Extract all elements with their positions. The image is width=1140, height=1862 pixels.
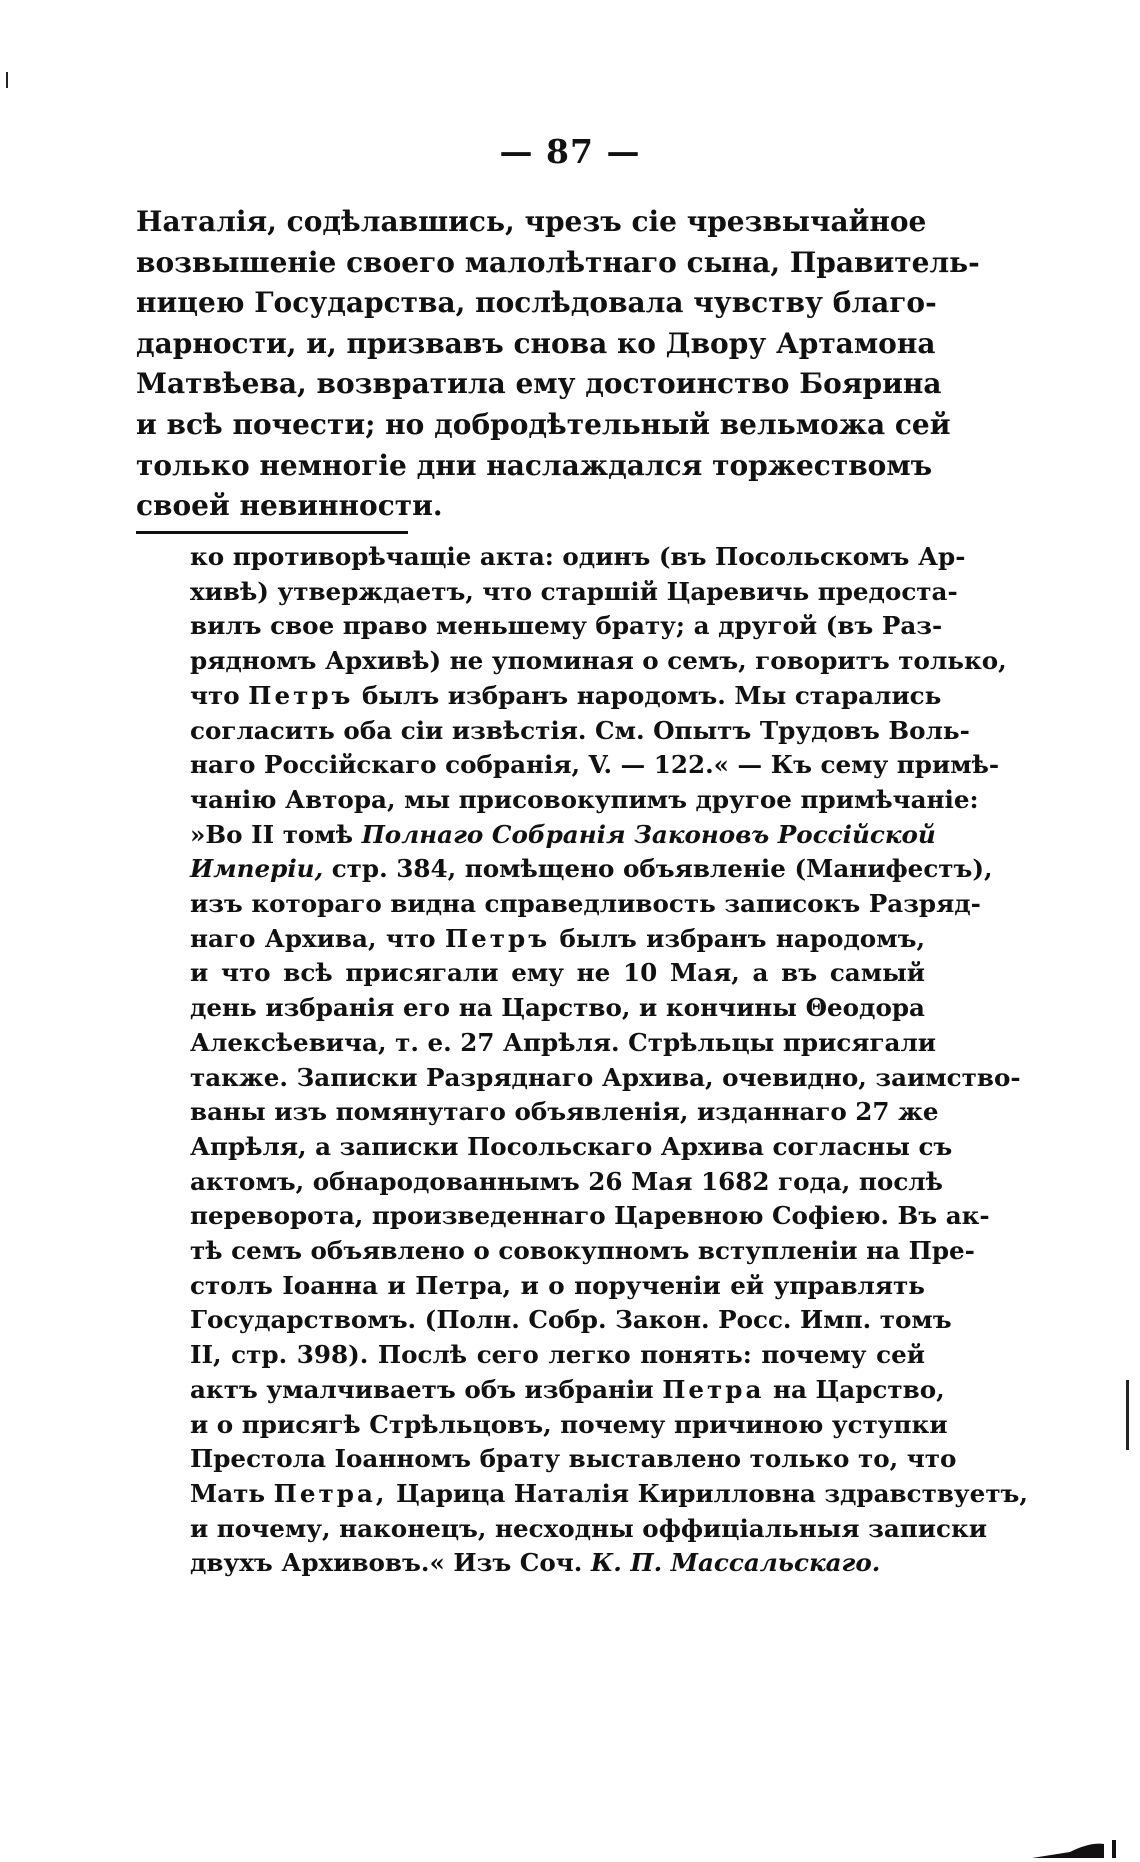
- footnote-text: Мать: [190, 1478, 266, 1508]
- footnote-line: согласить оба сіи извѣстія. См. Опытъ Трудовъ Воль-: [190, 715, 970, 745]
- title-collection-of-laws-cont: Имперіи,: [190, 854, 324, 884]
- body-line: Наталія, содѣлавшись, чрезъ сіе чрезвычайное: [136, 205, 927, 238]
- footnote-text: »Во II томѣ: [190, 819, 353, 849]
- footnote-line: Государствомъ. (Полн. Собр. Закон. Росс. Имп. томъ: [190, 1305, 952, 1335]
- footnote-line: [190, 852, 993, 887]
- name-petra: Петра,: [273, 1478, 388, 1508]
- body-line: дарности, и, призвавъ снова ко Двору Артамона: [136, 326, 936, 360]
- footnote-divider: [136, 531, 408, 534]
- footnote-line: также. Записки Разряднаго Архива, очевидно, заимство-: [190, 1062, 1021, 1092]
- footnote-line: [190, 1373, 945, 1408]
- body-line: возвышеніе своего малолѣтнаго сына, Правитель-: [136, 245, 980, 279]
- footnote-line: рядномъ Архивѣ) не упоминая о семъ, говоритъ только,: [190, 646, 1007, 676]
- footnote-line: вилъ свое право меньшему брату; а другой (въ Раз-: [190, 611, 943, 641]
- footnote-line: и о присягѣ Стрѣльцовъ, почему причиною уступки: [190, 1409, 948, 1439]
- body-line: ницею Государства, послѣдовала чувству благо-: [136, 286, 937, 320]
- scan-mark: [6, 72, 8, 88]
- title-collection-of-laws: Полнаго Собранія Законовъ Россійской: [361, 819, 936, 849]
- author-name: К. П. Массальскаго.: [590, 1548, 881, 1578]
- footnote-text: на Царство,: [773, 1374, 945, 1404]
- footnote-line: тѣ семъ объявлено о совокупномъ вступленіи на Пре-: [190, 1236, 975, 1266]
- footnote-line: Престола Іоанномъ брату выставлено только то, что: [190, 1444, 957, 1474]
- footnote-line: и почему, наконецъ, несходны оффиціальныя записки: [190, 1513, 988, 1543]
- footnote-line: Апрѣля, а записки Посольскаго Архива согласны съ: [190, 1131, 953, 1161]
- footnote-text: стр. 384, помѣщено объявленіе (Манифестъ),: [331, 854, 993, 884]
- footnote-line: Алексѣевича, т. е. 27 Апрѣля. Стрѣльцы присягали: [190, 1027, 937, 1057]
- footnote-line: [190, 1477, 1028, 1512]
- corner-ornament-icon: [1030, 1824, 1120, 1860]
- body-line: только немногіе дни наслаждался торжествомъ: [136, 448, 933, 482]
- footnote-line: ко противорѣчащіе акта: одинъ (въ Посольскомъ Ар-: [190, 542, 966, 571]
- page-number: — 87 —: [499, 132, 641, 171]
- name-petr: Петръ: [248, 680, 354, 710]
- footnote-line: [190, 922, 925, 957]
- footnote-text: двухъ Архивовъ.« Изъ Соч.: [190, 1548, 583, 1578]
- footnote-line: [190, 818, 936, 853]
- body-line: Матвѣева, возвратила ему достоинство Боярина: [136, 367, 942, 401]
- footnote-line: изъ котораго видна справедливость записокъ Разряд-: [190, 889, 981, 919]
- scan-mark: [1126, 1380, 1129, 1450]
- footnote-line: чанію Автора, мы присовокупимъ другое примѣчаніе:: [190, 784, 979, 814]
- footnote-line: [190, 1546, 925, 1581]
- footnote-line: хивѣ) утверждаетъ, что старшій Царевичь предоста-: [190, 576, 958, 606]
- name-petr: Петръ: [444, 923, 551, 953]
- footnote-line: [190, 679, 942, 714]
- name-petra: Петра: [662, 1374, 765, 1404]
- footnote-line: и что всѣ присягали ему не 10 Мая, а въ самый: [190, 958, 925, 988]
- footnote-text: актъ умалчиваетъ объ избраніи: [190, 1374, 654, 1404]
- body-line: и всѣ почести; но добродѣтельный вельможа сей: [136, 407, 951, 441]
- footnote-line: столъ Іоанна и Петра, и о порученіи ей управлять: [190, 1270, 925, 1300]
- footnote-line: II, стр. 398). Послѣ сего легко понять: почему сей: [190, 1340, 925, 1370]
- footnote: [190, 540, 1028, 1581]
- footnote-line: переворота, произведеннаго Царевною Софіею. Въ ак-: [190, 1201, 990, 1231]
- footnote-text: былъ избранъ народомъ. Мы старались: [361, 680, 942, 710]
- footnote-line: день избранія его на Царство, и кончины Θеодора: [190, 993, 925, 1023]
- footnote-text: былъ избранъ народомъ,: [559, 923, 926, 953]
- body-line: своей невинности.: [136, 489, 443, 523]
- footnote-text: наго Архива, что: [190, 923, 436, 953]
- main-paragraph: [136, 202, 980, 527]
- footnote-text: Царица Наталія Кирилловна здравствуетъ,: [396, 1478, 1028, 1508]
- footnote-line: наго Россійскаго собранія, V. — 122.« — Къ сему примѣ-: [190, 750, 1000, 780]
- footnote-line: ваны изъ помянутаго объявленія, изданнаго 27 же: [190, 1097, 939, 1127]
- footnote-line: актомъ, обнародованнымъ 26 Мая 1682 года, послѣ: [190, 1166, 943, 1196]
- footnote-text: что: [190, 680, 240, 710]
